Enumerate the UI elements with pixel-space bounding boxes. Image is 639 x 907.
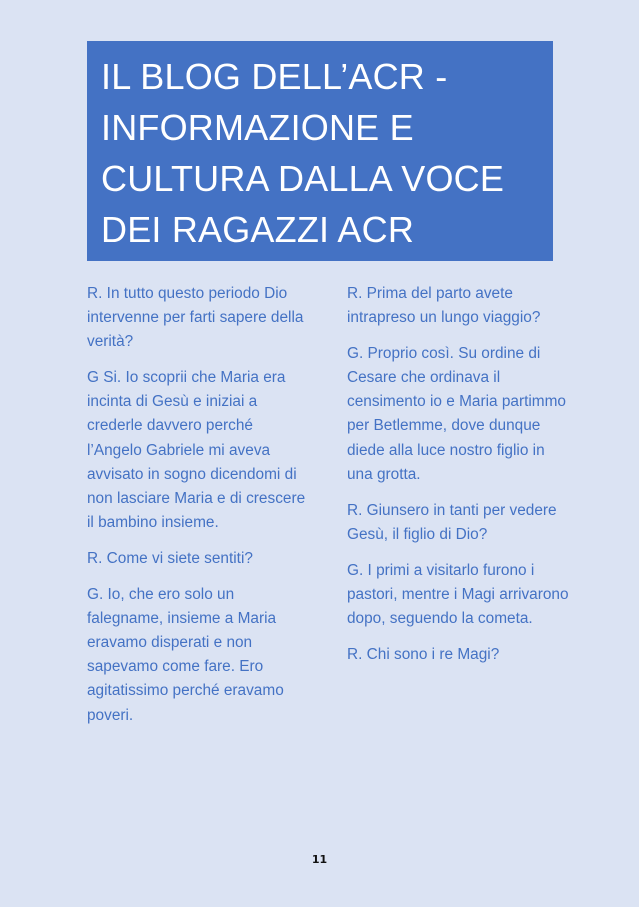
page-title: IL BLOG DELL’ACR - INFORMAZIONE E CULTURA DALLA VOCE DEI RAGAZZI ACR (101, 56, 505, 250)
left-paragraph-2: G Si. Io scoprii che Maria era incinta di Gesù e iniziai a crederle davvero perché l’Angelo Gabriele mi aveva avvisato in sogno dicendomi di non lasciare Maria e di crescere il bambino insieme. (87, 369, 306, 531)
left-paragraph-3: R. Come vi siete sentiti? (87, 549, 253, 567)
right-paragraph-4: G. I primi a visitarlo furono i pastori, mentre i Magi arrivarono dopo, seguendo la cometa. (347, 561, 569, 628)
right-paragraph-2: G. Proprio così. Su ordine di Cesare che ordinava il censimento io e Maria partimmo per Betlemme, dove dunque diede alla luce nostro figlio in una grotta. (347, 345, 566, 483)
right-paragraph-5: R. Chi sono i re Magi? (347, 646, 500, 664)
page-number: 11 (311, 853, 328, 866)
title-banner (87, 41, 553, 261)
left-column (87, 282, 309, 740)
right-paragraph-3: R. Giunsero in tanti per vedere Gesù, il figlio di Dio? (347, 501, 557, 543)
right-column (347, 282, 569, 679)
left-paragraph-4: G. Io, che ero solo un falegname, insieme a Maria eravamo disperati e non sapevamo come fare. Ero agitatissimo perché eravamo poveri. (87, 586, 284, 724)
left-paragraph-1: R. In tutto questo periodo Dio intervenne per farti sapere della verità? (87, 285, 304, 351)
right-paragraph-1: R. Prima del parto avete intrapreso un lungo viaggio? (347, 285, 541, 327)
